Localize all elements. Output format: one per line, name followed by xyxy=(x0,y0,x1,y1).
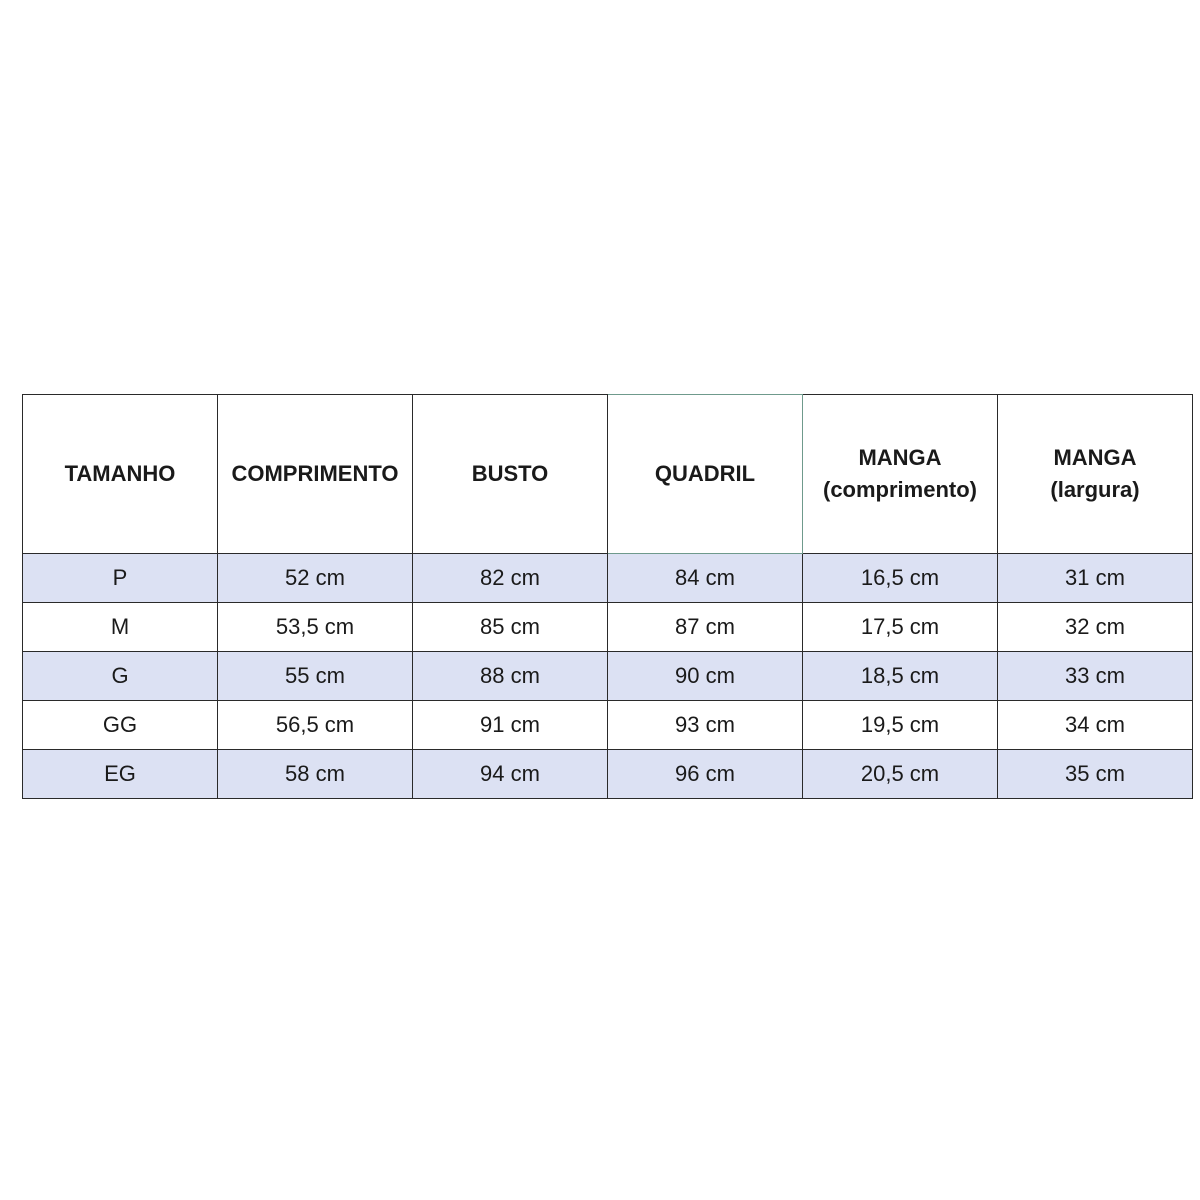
header-manga-largura xyxy=(998,395,1193,554)
manga-comprimento-cell: 16,5 cm xyxy=(803,554,998,603)
header-quadril xyxy=(608,395,803,554)
manga-largura-cell: 35 cm xyxy=(998,750,1193,799)
busto-cell: 88 cm xyxy=(413,652,608,701)
size-cell: M xyxy=(23,603,218,652)
busto-cell: 91 cm xyxy=(413,701,608,750)
quadril-cell: 84 cm xyxy=(608,554,803,603)
header-label: BUSTO xyxy=(471,461,549,486)
comprimento-cell: 58 cm xyxy=(218,750,413,799)
header-sublabel: (comprimento) xyxy=(823,477,977,502)
table-row xyxy=(23,750,1193,799)
busto-cell: 82 cm xyxy=(413,554,608,603)
size-chart-table xyxy=(22,394,1193,799)
size-cell: EG xyxy=(23,750,218,799)
size-cell: G xyxy=(23,652,218,701)
header-label: MANGA xyxy=(858,445,942,470)
header-comprimento xyxy=(218,395,413,554)
quadril-cell: 96 cm xyxy=(608,750,803,799)
manga-largura-cell: 34 cm xyxy=(998,701,1193,750)
table-row xyxy=(23,603,1193,652)
comprimento-cell: 53,5 cm xyxy=(218,603,413,652)
table-row xyxy=(23,652,1193,701)
table-row xyxy=(23,554,1193,603)
comprimento-cell: 56,5 cm xyxy=(218,701,413,750)
header-busto xyxy=(413,395,608,554)
size-cell: P xyxy=(23,554,218,603)
manga-largura-cell: 31 cm xyxy=(998,554,1193,603)
header-manga-comprimento xyxy=(803,395,998,554)
header-label: TAMANHO xyxy=(64,461,176,486)
quadril-cell: 87 cm xyxy=(608,603,803,652)
manga-largura-cell: 33 cm xyxy=(998,652,1193,701)
quadril-cell: 93 cm xyxy=(608,701,803,750)
header-label: COMPRIMENTO xyxy=(231,461,399,486)
table-row xyxy=(23,701,1193,750)
comprimento-cell: 52 cm xyxy=(218,554,413,603)
manga-comprimento-cell: 17,5 cm xyxy=(803,603,998,652)
header-tamanho xyxy=(23,395,218,554)
manga-comprimento-cell: 18,5 cm xyxy=(803,652,998,701)
busto-cell: 85 cm xyxy=(413,603,608,652)
manga-comprimento-cell: 19,5 cm xyxy=(803,701,998,750)
manga-largura-cell: 32 cm xyxy=(998,603,1193,652)
size-chart-body xyxy=(23,554,1193,799)
header-sublabel: (largura) xyxy=(1050,477,1140,502)
quadril-cell: 90 cm xyxy=(608,652,803,701)
size-cell: GG xyxy=(23,701,218,750)
comprimento-cell: 55 cm xyxy=(218,652,413,701)
header-row xyxy=(23,395,1193,554)
size-chart-header xyxy=(23,395,1193,554)
busto-cell: 94 cm xyxy=(413,750,608,799)
header-label: QUADRIL xyxy=(654,461,756,486)
header-label: MANGA xyxy=(1053,445,1137,470)
manga-comprimento-cell: 20,5 cm xyxy=(803,750,998,799)
